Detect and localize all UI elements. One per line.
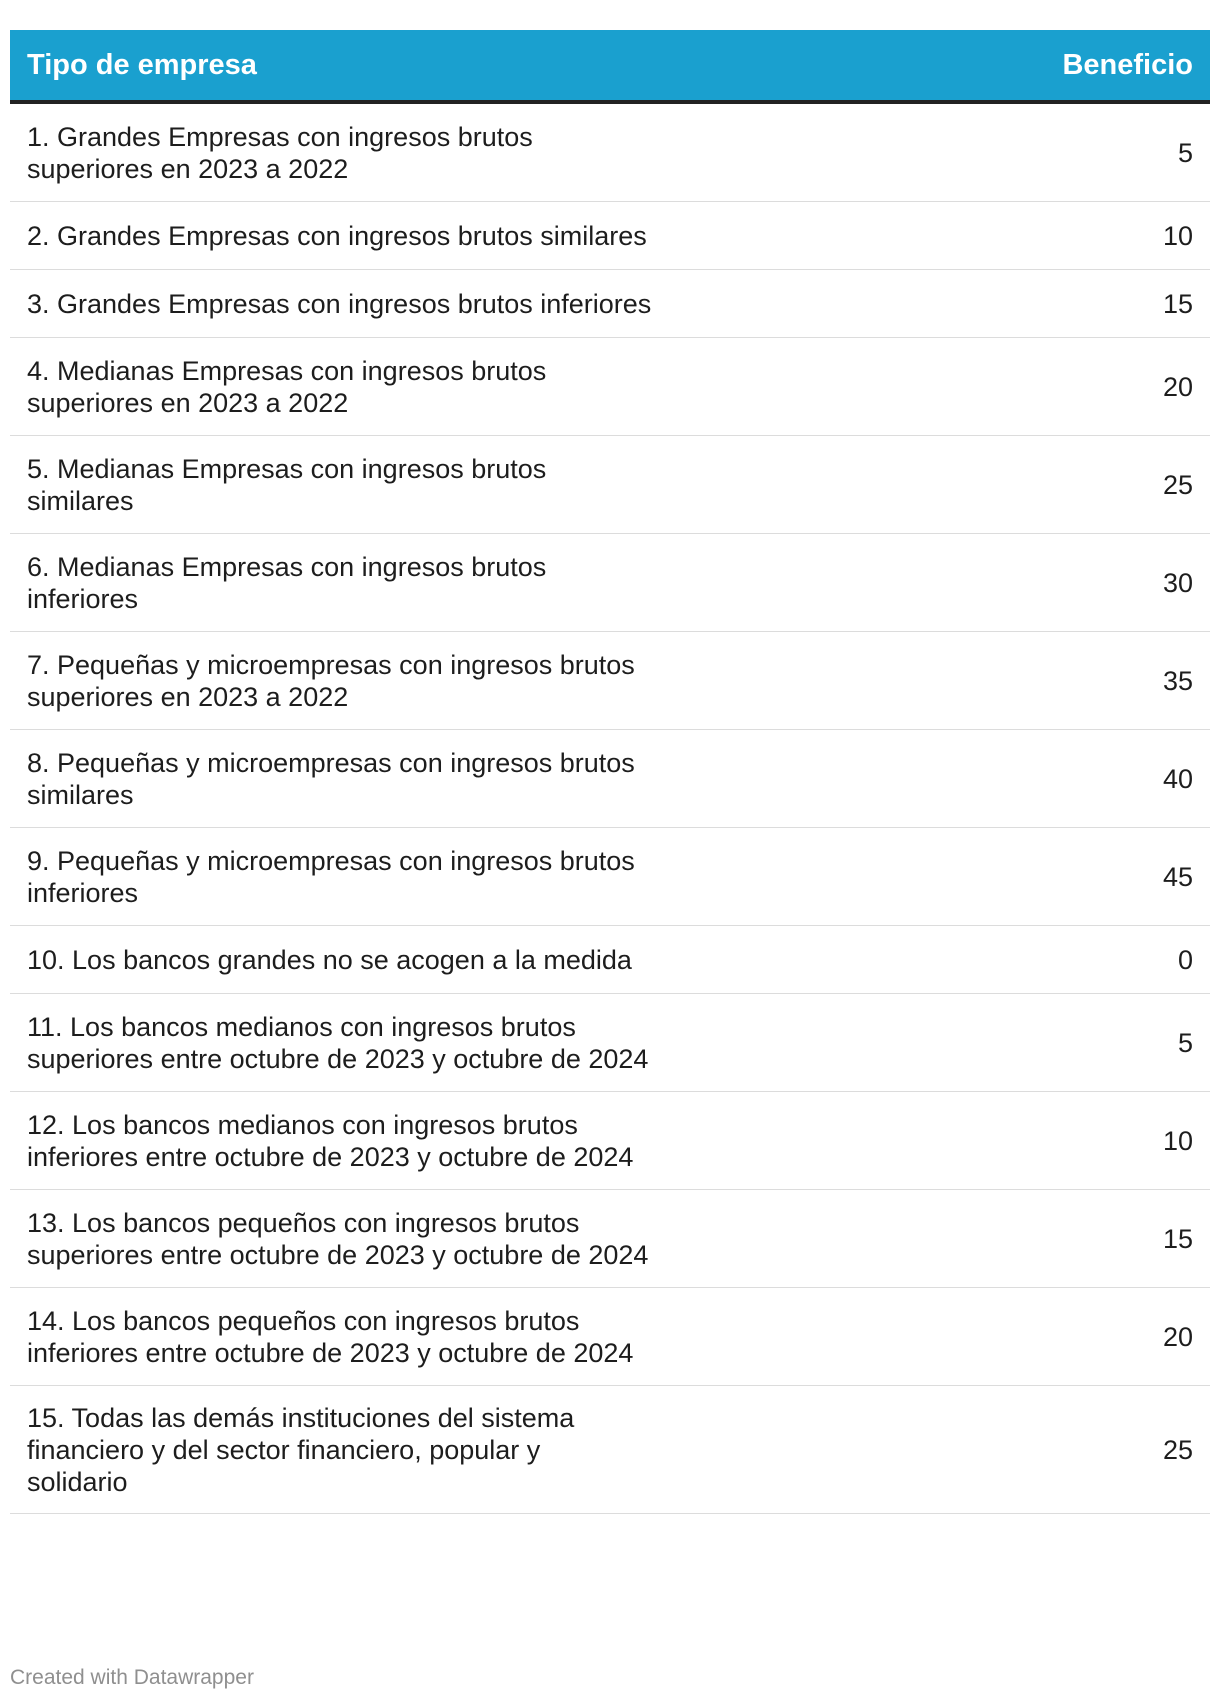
row-label: 12. Los bancos medianos con ingresos brutos inferiores entre octubre de 2023 y octubre de 2024 (27, 1109, 634, 1172)
table-row (10, 104, 1210, 202)
table-row (10, 338, 1210, 436)
column-header-tipo[interactable]: Tipo de empresa (27, 48, 257, 81)
row-label: 10. Los bancos grandes no se acogen a la medida (27, 944, 632, 975)
table-row (10, 270, 1210, 338)
row-label: 15. Todas las demás instituciones del sistema financiero y del sector financiero, popular y solidario (27, 1402, 575, 1497)
row-label: 7. Pequeñas y microempresas con ingresos brutos superiores en 2023 a 2022 (27, 649, 635, 712)
row-value: 15 (1162, 1223, 1193, 1254)
row-label: 13. Los bancos pequeños con ingresos brutos superiores entre octubre de 2023 y octubre de 2024 (27, 1207, 649, 1270)
table-row (10, 994, 1210, 1092)
row-value: 20 (1162, 1321, 1193, 1352)
row-label: 5. Medianas Empresas con ingresos brutos similares (27, 453, 547, 516)
column-header-beneficio[interactable]: Beneficio (1062, 48, 1193, 81)
row-value: 20 (1162, 371, 1193, 402)
table-row (10, 534, 1210, 632)
table-row (10, 828, 1210, 926)
table-header (10, 30, 1210, 104)
data-table (10, 30, 1210, 1514)
row-label: 3. Grandes Empresas con ingresos brutos inferiores (27, 288, 652, 319)
row-value: 45 (1162, 861, 1193, 892)
table-row (10, 436, 1210, 534)
row-value: 25 (1162, 1434, 1193, 1465)
table-row (10, 202, 1210, 270)
datawrapper-credit[interactable]: Created with Datawrapper (10, 1666, 254, 1689)
row-value: 5 (1177, 137, 1193, 168)
row-label: 4. Medianas Empresas con ingresos brutos superiores en 2023 a 2022 (27, 355, 547, 418)
table-body (10, 104, 1210, 1514)
table-row (10, 1386, 1210, 1514)
table-row (10, 632, 1210, 730)
table-row (10, 926, 1210, 994)
row-label: 6. Medianas Empresas con ingresos brutos inferiores (27, 551, 547, 614)
table-row (10, 1092, 1210, 1190)
table-row (10, 730, 1210, 828)
row-value: 30 (1162, 567, 1193, 598)
table-row (10, 1190, 1210, 1288)
row-label: 1. Grandes Empresas con ingresos brutos superiores en 2023 a 2022 (27, 121, 533, 184)
row-label: 8. Pequeñas y microempresas con ingresos brutos similares (27, 747, 635, 810)
row-label: 14. Los bancos pequeños con ingresos brutos inferiores entre octubre de 2023 y octubre de 2024 (27, 1305, 634, 1368)
row-value: 10 (1162, 220, 1193, 251)
row-value: 0 (1177, 944, 1193, 975)
row-value: 5 (1177, 1027, 1193, 1058)
table-row (10, 1288, 1210, 1386)
row-value: 40 (1162, 763, 1193, 794)
row-value: 25 (1162, 469, 1193, 500)
row-label: 9. Pequeñas y microempresas con ingresos brutos inferiores (27, 845, 635, 908)
row-value: 10 (1162, 1125, 1193, 1156)
row-label: 11. Los bancos medianos con ingresos brutos superiores entre octubre de 2023 y octubre de 2024 (27, 1011, 649, 1074)
row-value: 35 (1162, 665, 1193, 696)
row-label: 2. Grandes Empresas con ingresos brutos similares (27, 220, 647, 251)
row-value: 15 (1162, 288, 1193, 319)
